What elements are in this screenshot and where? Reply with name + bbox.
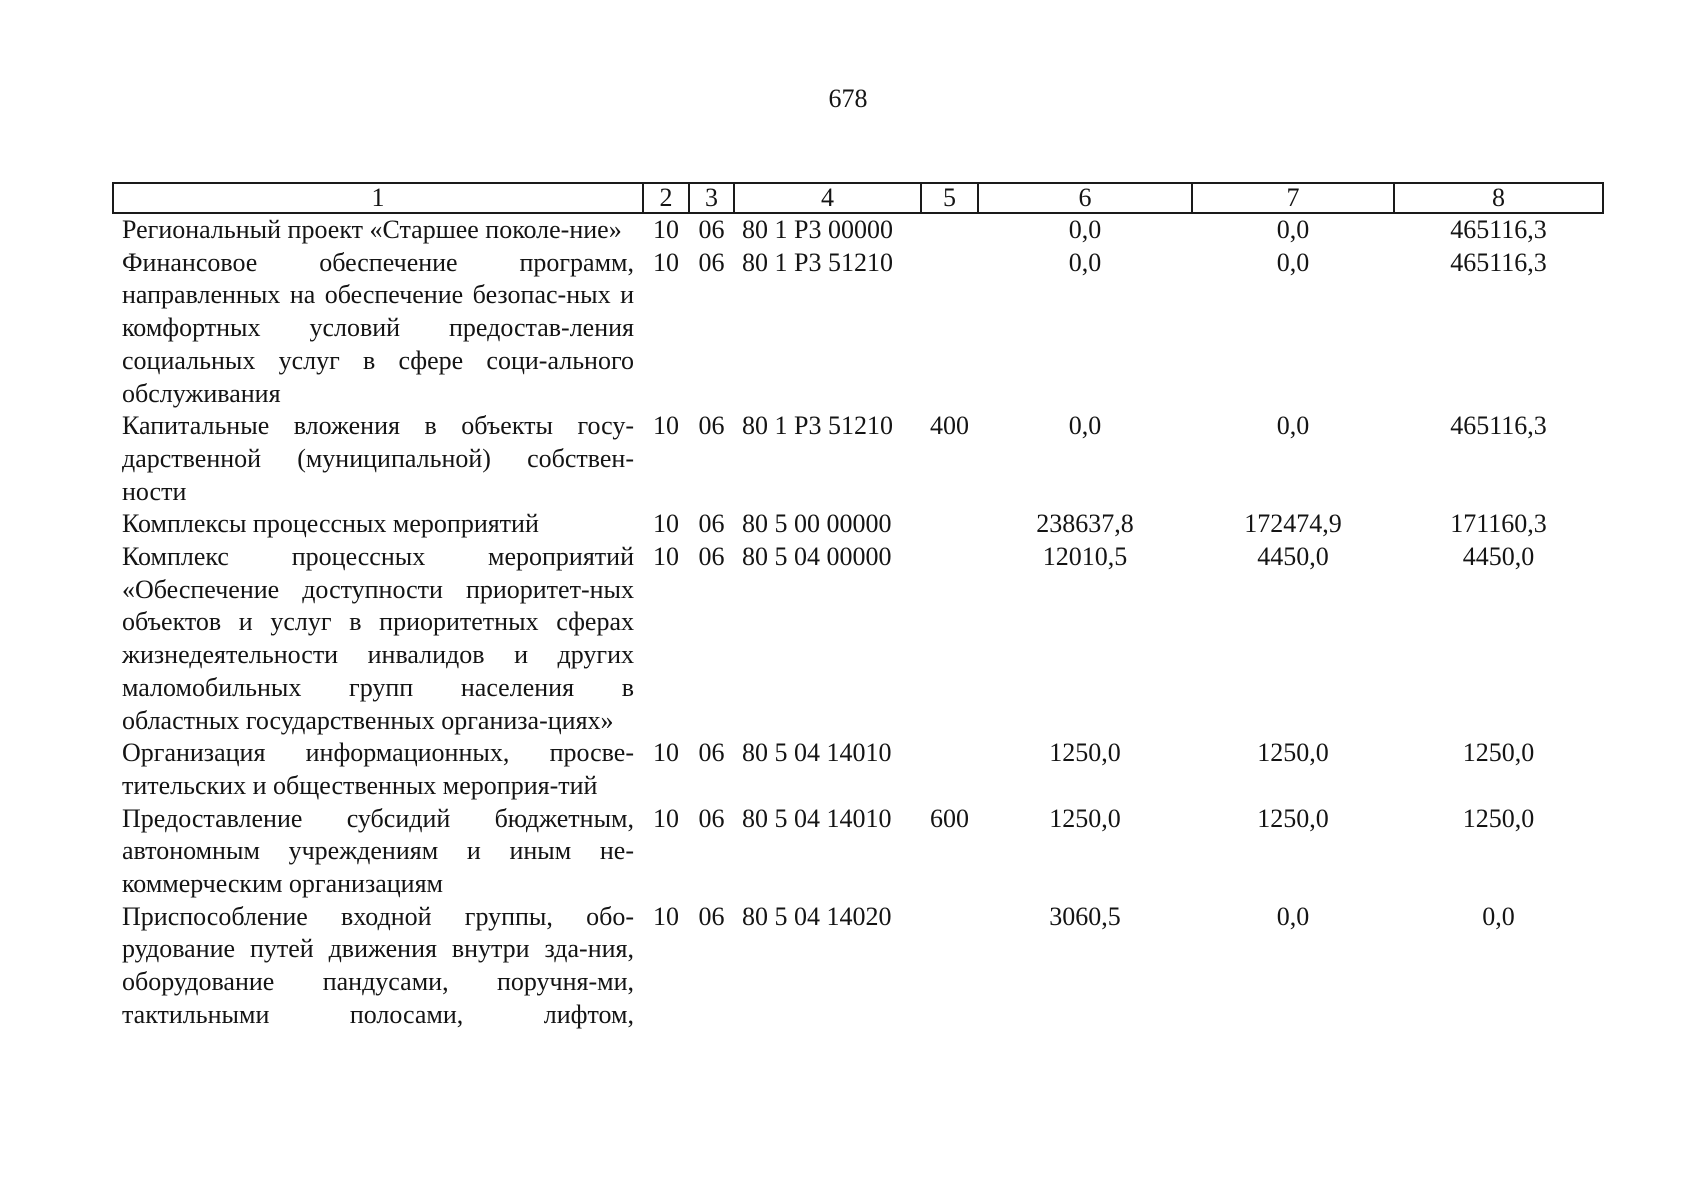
row-name: Предоставление субсидий бюджетным, автономным учреждениям и иным не-коммерческим организациям	[122, 803, 634, 899]
table-header	[113, 183, 1603, 213]
row-value-col8: 1250,0	[1462, 803, 1535, 833]
row-expense-type	[921, 247, 978, 411]
row-value-col7: 1250,0	[1257, 738, 1329, 768]
row-value-col7: 0,0	[1276, 215, 1310, 244]
row-target-article: 80 5 04 00000	[742, 542, 892, 572]
row-value-col6: 3060,5	[1049, 901, 1121, 931]
row-expense-type: 400	[930, 411, 969, 441]
row-subsection: 06	[698, 215, 725, 244]
row-name: Организация информационных, просве-тительских и общественных мероприя-тий	[122, 738, 634, 800]
table-row	[113, 508, 1603, 541]
header-col-3: 3	[689, 183, 734, 213]
row-name: Комплекс процессных мероприятий «Обеспечение доступности приоритет-ных объектов и услуг в приоритетных сферах жизнедеятельности инвалидов и других маломобильных групп населения в областных государственных организа-циях»	[122, 542, 634, 735]
row-subsection: 06	[698, 901, 725, 931]
row-value-col8: 465116,3	[1450, 247, 1547, 277]
row-value-col7: 1250,0	[1257, 803, 1329, 833]
row-section: 10	[653, 901, 679, 931]
row-value-col6: 238637,8	[1036, 509, 1134, 539]
header-col-2: 2	[643, 183, 689, 213]
row-value-col8: 465116,3	[1450, 411, 1547, 441]
row-value-col7: 172474,9	[1244, 509, 1342, 539]
table-row	[113, 410, 1603, 508]
table-row	[113, 541, 1603, 737]
row-value-col8: 465116,3	[1450, 215, 1547, 244]
table-row	[113, 901, 1603, 1032]
row-section: 10	[653, 803, 679, 833]
header-col-8: 8	[1394, 183, 1603, 213]
header-row	[113, 183, 1603, 213]
row-value-col6: 1250,0	[1049, 803, 1121, 833]
table-row	[113, 213, 1603, 247]
row-value-col8: 4450,0	[1462, 542, 1535, 572]
budget-table	[112, 182, 1604, 1032]
header-col-7: 7	[1192, 183, 1394, 213]
row-value-col7: 0,0	[1276, 411, 1310, 441]
row-value-col7: 0,0	[1276, 247, 1310, 277]
row-section: 10	[653, 247, 679, 277]
row-section: 10	[653, 411, 679, 441]
row-target-article: 80 5 04 14020	[742, 901, 892, 931]
row-subsection: 06	[698, 411, 725, 441]
row-target-article: 80 1 P3 51210	[742, 247, 893, 277]
header-col-6: 6	[978, 183, 1192, 213]
row-name: Приспособление входной группы, обо-рудование путей движения внутри зда-ния, оборудование пандусами, поручня-ми, тактильными полосами, лифтом,	[122, 901, 634, 1029]
row-subsection: 06	[698, 542, 725, 572]
row-target-article: 80 1 P3 51210	[742, 411, 893, 441]
row-name: Капитальные вложения в объекты госу-дарственной (муниципальной) собствен-ности	[122, 411, 634, 506]
row-name: Финансовое обеспечение программ, направленных на обеспечение безопас-ных и комфортных условий предостав-ления социальных услуг в сфере соци-ального обслуживания	[122, 247, 634, 408]
row-subsection: 06	[698, 247, 725, 277]
row-value-col6: 0,0	[1068, 215, 1102, 244]
row-value-col7: 0,0	[1276, 901, 1310, 931]
row-value-col8: 1250,0	[1462, 738, 1535, 768]
row-expense-type	[921, 901, 978, 1032]
page-number: 678	[828, 84, 868, 113]
row-section: 10	[653, 215, 679, 244]
row-target-article: 80 5 04 14010	[742, 803, 892, 833]
row-expense-type	[921, 213, 978, 247]
row-name: Комплексы процессных мероприятий	[122, 509, 539, 539]
row-value-col8: 0,0	[1482, 901, 1515, 931]
header-col-1: 1	[113, 183, 643, 213]
row-subsection: 06	[698, 803, 725, 833]
row-value-col6: 12010,5	[1042, 542, 1128, 572]
header-col-5: 5	[921, 183, 978, 213]
row-value-col6: 0,0	[1068, 247, 1102, 277]
row-section: 10	[653, 542, 679, 572]
row-value-col6: 0,0	[1068, 411, 1102, 441]
row-section: 10	[653, 509, 679, 539]
row-value-col6: 1250,0	[1049, 738, 1121, 768]
row-target-article: 80 5 00 00000	[742, 509, 892, 539]
row-target-article: 80 1 P3 00000	[742, 215, 893, 244]
header-col-4: 4	[734, 183, 921, 213]
table-row	[113, 247, 1603, 411]
row-expense-type	[921, 508, 978, 541]
row-expense-type	[921, 541, 978, 737]
table-body	[113, 213, 1603, 1032]
table-row	[113, 737, 1603, 802]
table-row	[113, 803, 1603, 901]
row-value-col8: 171160,3	[1450, 509, 1547, 539]
row-subsection: 06	[698, 509, 725, 539]
row-section: 10	[653, 738, 679, 768]
row-target-article: 80 5 04 14010	[742, 738, 892, 768]
row-value-col7: 4450,0	[1257, 542, 1329, 572]
row-expense-type	[921, 737, 978, 802]
row-expense-type: 600	[930, 803, 969, 833]
row-subsection: 06	[698, 738, 725, 768]
row-name: Региональный проект «Старшее поколе-ние»	[122, 215, 622, 244]
